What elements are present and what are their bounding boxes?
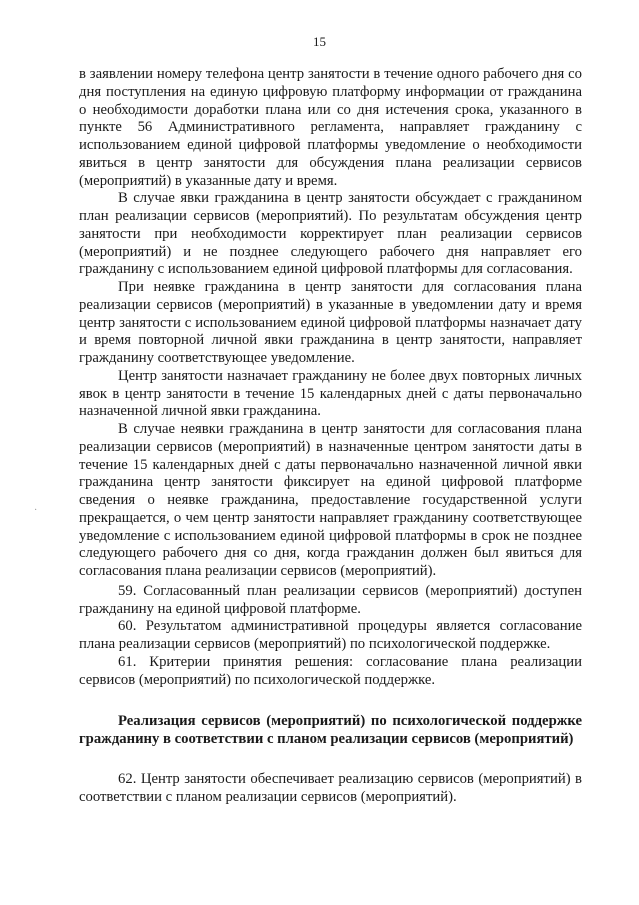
paragraph-non-attendance: При неявке гражданина в центр занятости для согласования плана реализации сервисов (мероприятий) в указанные в уведомлении дату и время центр занятости с использованием единой цифровой платформы назначает дату и время повторной личной явки гражданина в центр занятости, направляет гражданину соответствующее уведомление.: [79, 279, 582, 366]
paragraph-attendance: В случае явки гражданина в центр занятости обсуждает с гражданином план реализации сервисов (мероприятий). По результатам обсуждения центр занятости при необходимости корректирует план реализации сервисов (мероприятий) и не позднее следующего рабочего дня направляет его гражданину с использованием единой цифровой платформы для согласования.: [79, 190, 582, 278]
page-number: 15: [313, 34, 326, 49]
paragraph-continuation: в заявлении номеру телефона центр занятости в течение одного рабочего дня со дня поступления на единую цифровую платформу информации от гражданина о необходимости доработки плана или со дня истечения срока, указанного в пункте 56 Административного регламента, направляет гражданину с использованием единой цифровой платформы уведомление о необходимости явиться в центр занятости для обсуждения плана реализации сервисов (мероприятий) в указанные дату и время.: [79, 66, 582, 189]
paragraph-60: 60. Результатом административной процедуры является согласование плана реализации сервисов (мероприятий) по психологической поддержке.: [79, 618, 582, 652]
document-body: [79, 66, 582, 807]
section-heading: Реализация сервисов (мероприятий) по психологической поддержке гражданину в соответствии с планом реализации сервисов (мероприятий): [79, 713, 582, 748]
paragraph-termination: В случае неявки гражданина в центр занятости для согласования плана реализации сервисов (мероприятий) в назначенные центром занятости даты в течение 15 календарных дней с даты первоначально назначенной личной явки гражданина центр занятости фиксирует на единой цифровой платформе сведения о неявке гражданина, предоставление государственной услуги прекращается, о чем центр занятости направляет гражданину соответствующее уведомление с использованием единой цифровой платформы в срок не позднее следующего рабочего дня со дня, когда гражданин должен был явиться для согласования плана реализации сервисов (мероприятий).: [79, 421, 582, 579]
paragraph-62: 62. Центр занятости обеспечивает реализацию сервисов (мероприятий) в соответствии с планом реализации сервисов (мероприятий).: [79, 771, 582, 805]
paragraph-repeat-visits: Центр занятости назначает гражданину не более двух повторных личных явок в центр занятости в течение 15 календарных дней с даты первоначально назначенной личной явки гражданина.: [79, 367, 582, 420]
paragraph-61: 61. Критерии принятия решения: согласование плана реализации сервисов (мероприятий) по психологической поддержке.: [79, 653, 582, 688]
margin-mark: ·: [34, 505, 38, 516]
paragraph-59: 59. Согласованный план реализации сервисов (мероприятий) доступен гражданину на единой цифровой платформе.: [79, 582, 582, 617]
